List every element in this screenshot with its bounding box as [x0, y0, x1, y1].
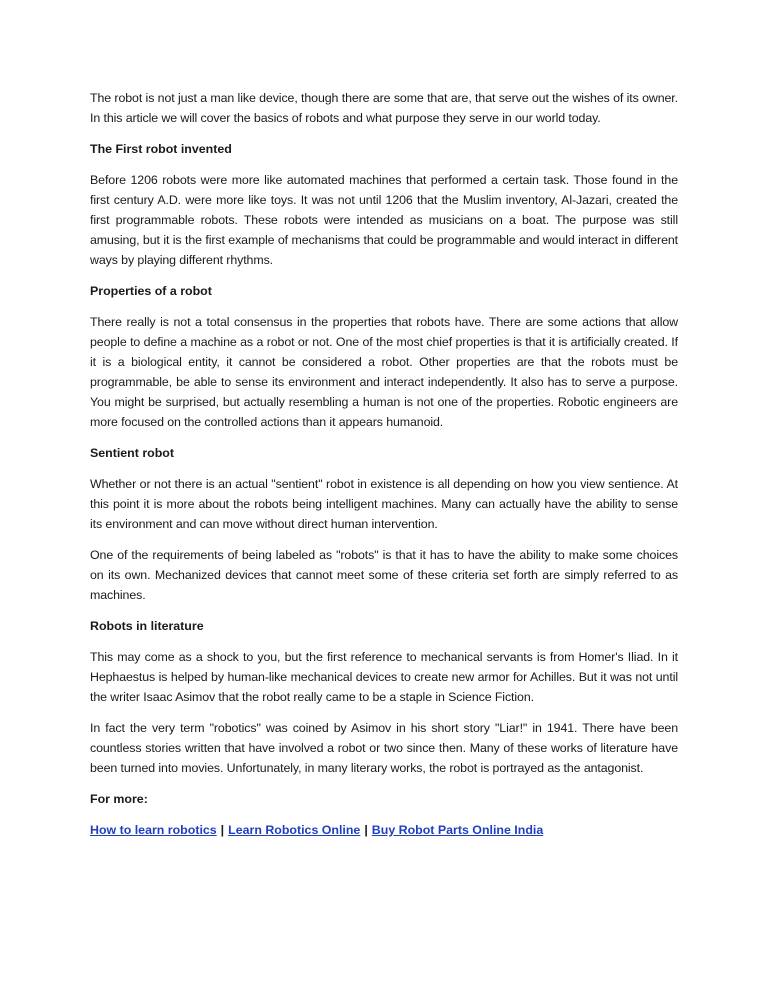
link-buy-robot-parts[interactable]: Buy Robot Parts Online India: [371, 823, 544, 837]
paragraph-first-robot: Before 1206 robots were more like automated machines that performed a certain task. Those found in the first century A.D. were more like toys. It was not until 1206 that the Muslim inventory, Al-Jazari, created the first programmable robots. These robots were intended as musicians on a boat. The purpose was still amusing, but it is the first example of mechanisms that could be programmable and would interact in different ways by playing different rhythms.: [90, 173, 678, 267]
paragraph-properties: There really is not a total consensus in the properties that robots have. There are some actions that allow people to define a machine as a robot or not. One of the most chief properties is that it is artificially created. If it is a biological entity, it cannot be considered a robot. Other properties are that the robots must be programmable, be able to sense its environment and interact independently. It also has to serve a purpose. You might be surprised, but actually resembling a human is not one of the properties. Robotic engineers are more focused on the controlled actions than it appears humanoid.: [90, 315, 678, 429]
link-learn-robotics-online[interactable]: Learn Robotics Online: [228, 823, 361, 837]
section-heading-literature: Robots in literature: [90, 619, 204, 633]
link-how-to-learn-robotics[interactable]: How to learn robotics: [90, 823, 217, 837]
paragraph-literature-1: This may come as a shock to you, but the first reference to mechanical servants is from Homer's Iliad. In it Hephaestus is helped by human-like mechanical devices to create new armor for Achilles. But it was not until the writer Isaac Asimov that the robot really came to be a staple in Science Fiction.: [90, 650, 678, 704]
paragraph-sentient-2: One of the requirements of being labeled as "robots" is that it has to have the ability to make some choices on its own. Mechanized devices that cannot meet some of these criteria set forth are simply referred to as machines.: [90, 548, 678, 602]
paragraph-sentient-1: Whether or not there is an actual "sentient" robot in existence is all depending on how you view sentience. At this point it is more about the robots being intelligent machines. Many can actually have the ability to sense its environment and can move without direct human intervention.: [90, 477, 678, 531]
paragraph-literature-2: In fact the very term "robotics" was coined by Asimov in his short story "Liar!" in 1941. There have been countless stories written that have involved a robot or two since then. Many of these works of literature have been turned into movies. Unfortunately, in many literary works, the robot is portrayed as the antagonist.: [90, 721, 678, 775]
document-page: [90, 88, 678, 840]
for-more-label: For more:: [90, 792, 148, 806]
link-separator: |: [364, 823, 368, 837]
intro-paragraph: The robot is not just a man like device, though there are some that are, that serve out the wishes of its owner. In this article we will cover the basics of robots and what purpose they serve in our world today.: [90, 91, 678, 125]
link-separator: |: [220, 823, 225, 837]
section-heading-first-robot: The First robot invented: [90, 142, 232, 156]
section-heading-properties: Properties of a robot: [90, 284, 212, 298]
section-heading-sentient: Sentient robot: [90, 446, 174, 460]
links-row: [90, 820, 678, 840]
